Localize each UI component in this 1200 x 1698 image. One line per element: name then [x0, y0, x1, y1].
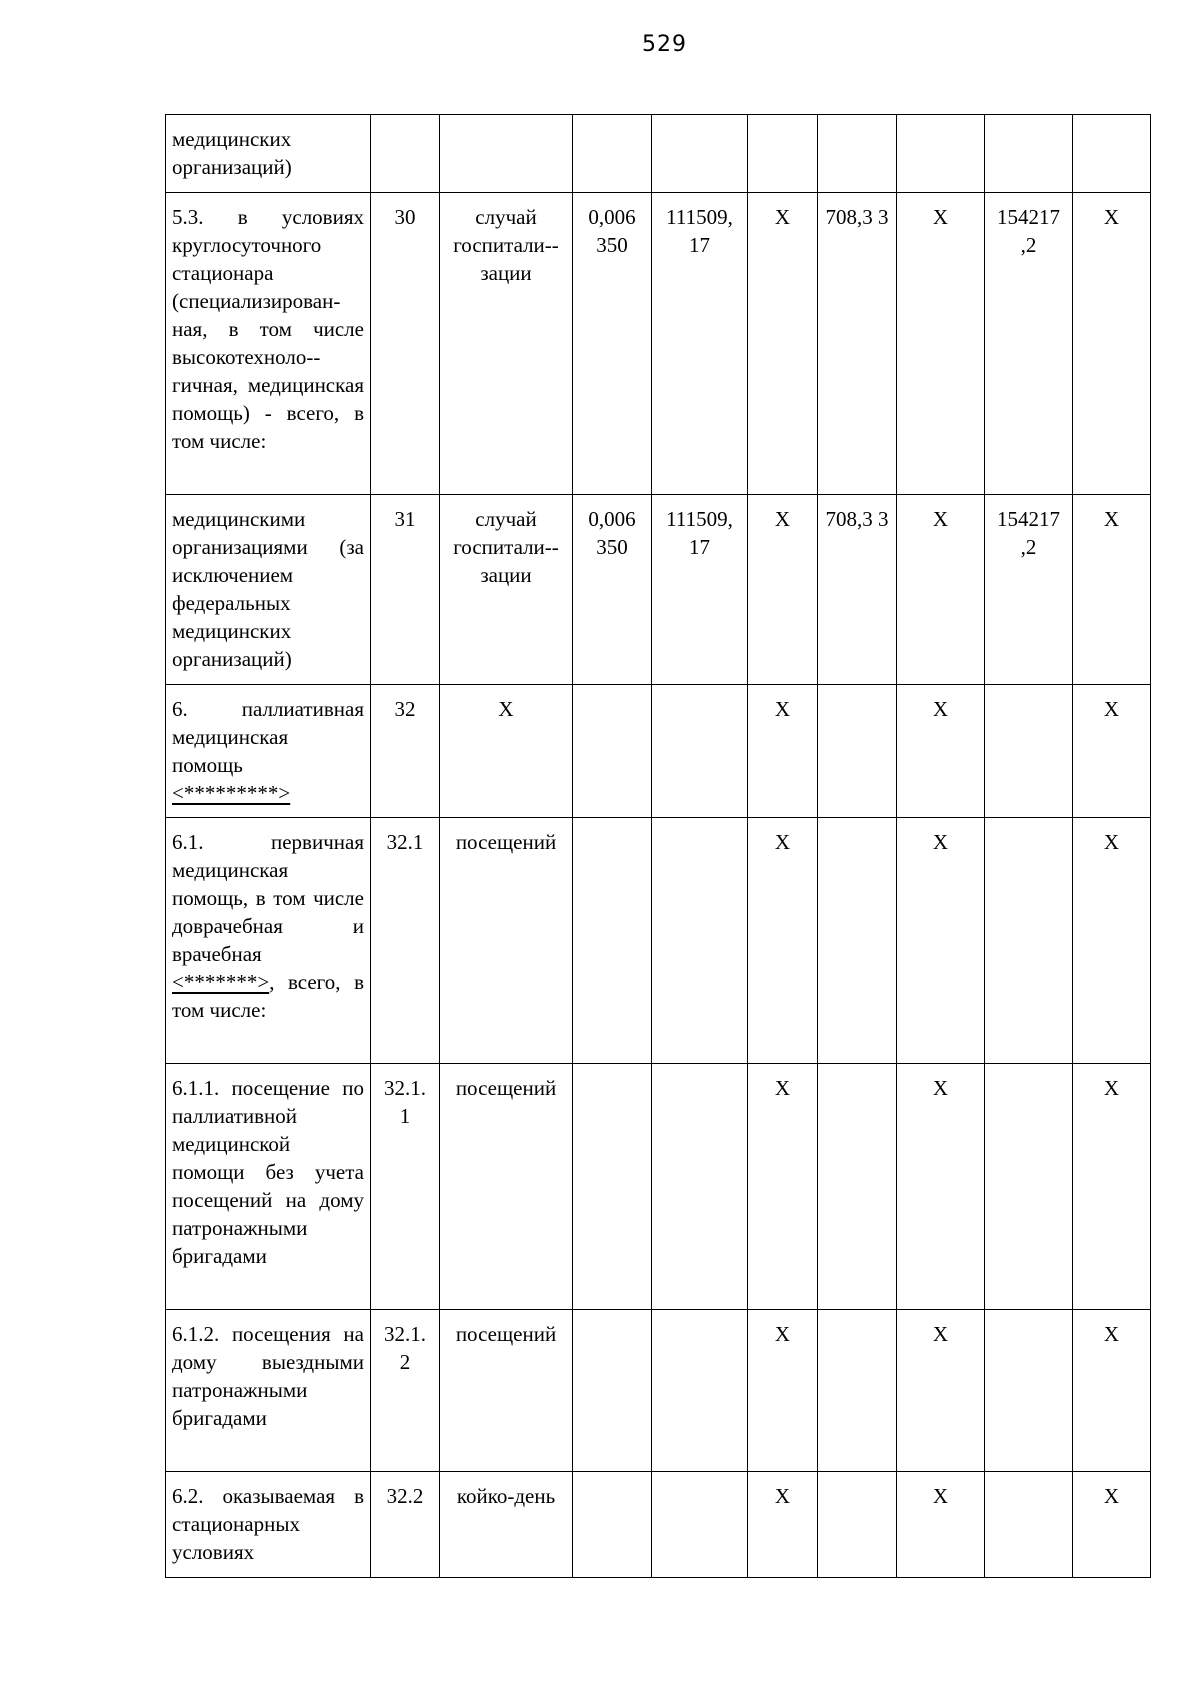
value-cell: 111509, 17	[652, 495, 748, 685]
value-cell: 154217 ,2	[985, 193, 1073, 495]
unit-cell: X	[440, 685, 573, 818]
value-cell	[818, 115, 897, 193]
row-name-cell: 6.1.2. посещения на дому выездными патронажными бригадами	[166, 1310, 371, 1472]
x-cell: X	[1073, 1310, 1151, 1472]
x-cell: X	[748, 685, 818, 818]
value-cell	[985, 818, 1073, 1064]
row-number-cell: 32.1. 1	[371, 1064, 440, 1310]
table-row	[166, 685, 1151, 818]
value-cell	[573, 685, 652, 818]
x-cell	[1073, 115, 1151, 193]
unit-cell: посещений	[440, 1064, 573, 1310]
x-cell: X	[897, 818, 985, 1064]
value-cell	[818, 1310, 897, 1472]
row-name-cell: 5.3. в условиях круглосуточного стационара (специализированная, в том числе высокотехноло-гичная, медицинская помощь) - всего, в том числе:	[166, 193, 371, 495]
x-cell: X	[897, 193, 985, 495]
x-cell: X	[1073, 1472, 1151, 1578]
value-cell	[652, 115, 748, 193]
table-row	[166, 115, 1151, 193]
value-cell	[652, 1310, 748, 1472]
unit-cell: койко-день	[440, 1472, 573, 1578]
table-row	[166, 495, 1151, 685]
x-cell: X	[1073, 495, 1151, 685]
value-cell: 708,3 3	[818, 193, 897, 495]
value-cell	[985, 115, 1073, 193]
table-row	[166, 818, 1151, 1064]
x-cell: X	[897, 1310, 985, 1472]
x-cell: X	[748, 1472, 818, 1578]
table-row	[166, 193, 1151, 495]
x-cell: X	[1073, 193, 1151, 495]
unit-cell	[440, 115, 573, 193]
x-cell: X	[897, 1472, 985, 1578]
x-cell: X	[897, 1064, 985, 1310]
table-row	[166, 1064, 1151, 1310]
value-cell	[573, 1472, 652, 1578]
value-cell	[573, 818, 652, 1064]
unit-cell: посещений	[440, 818, 573, 1064]
x-cell: X	[1073, 685, 1151, 818]
row-number-cell	[371, 115, 440, 193]
table-row	[166, 1310, 1151, 1472]
x-cell: X	[748, 193, 818, 495]
row-name-cell: 6.1.1. посещение по паллиативной медицинской помощи без учета посещений на дому патронажными бригадами	[166, 1064, 371, 1310]
row-number-cell: 30	[371, 193, 440, 495]
x-cell: X	[748, 818, 818, 1064]
value-cell	[818, 685, 897, 818]
unit-cell: посещений	[440, 1310, 573, 1472]
value-cell	[985, 685, 1073, 818]
row-name-text: 6.1. первичная медицинская помощь, в том числе доврачебная и врачебная	[172, 830, 364, 966]
value-cell: 154217 ,2	[985, 495, 1073, 685]
row-name-cell: медицинских организаций)	[166, 115, 371, 193]
value-cell: 0,006 350	[573, 193, 652, 495]
row-name-cell	[166, 818, 371, 1064]
value-cell	[652, 1064, 748, 1310]
footnote-reference: <*********>	[172, 781, 291, 805]
table-row	[166, 1472, 1151, 1578]
x-cell: X	[748, 1310, 818, 1472]
row-number-cell: 32.1. 2	[371, 1310, 440, 1472]
value-cell	[573, 1310, 652, 1472]
unit-cell: случай госпитали-зации	[440, 193, 573, 495]
data-table	[165, 114, 1151, 1578]
row-name-suffix: , всего, в том числе:	[172, 970, 364, 1022]
x-cell: X	[748, 1064, 818, 1310]
unit-cell: случай госпитали-зации	[440, 495, 573, 685]
row-number-cell: 32	[371, 685, 440, 818]
row-name-cell: 6.2. оказываемая в стационарных условиях	[166, 1472, 371, 1578]
row-number-cell: 32.1	[371, 818, 440, 1064]
value-cell: 708,3 3	[818, 495, 897, 685]
value-cell	[985, 1472, 1073, 1578]
value-cell	[818, 818, 897, 1064]
x-cell	[748, 115, 818, 193]
value-cell	[985, 1064, 1073, 1310]
value-cell	[652, 1472, 748, 1578]
x-cell: X	[1073, 818, 1151, 1064]
value-cell	[652, 685, 748, 818]
row-name-text: 6. паллиативная медицинская помощь	[172, 697, 364, 777]
row-number-cell: 31	[371, 495, 440, 685]
row-name-cell	[166, 685, 371, 818]
value-cell	[818, 1064, 897, 1310]
x-cell	[897, 115, 985, 193]
row-name-cell: медицинскими организациями (за исключением федеральных медицинских организаций)	[166, 495, 371, 685]
x-cell: X	[1073, 1064, 1151, 1310]
value-cell: 0,006 350	[573, 495, 652, 685]
row-number-cell: 32.2	[371, 1472, 440, 1578]
value-cell	[652, 818, 748, 1064]
value-cell	[985, 1310, 1073, 1472]
x-cell: X	[897, 685, 985, 818]
value-cell	[573, 115, 652, 193]
page-number: 529	[642, 32, 687, 57]
value-cell	[818, 1472, 897, 1578]
footnote-reference: <*******>	[172, 970, 270, 994]
value-cell: 111509, 17	[652, 193, 748, 495]
x-cell: X	[897, 495, 985, 685]
x-cell: X	[748, 495, 818, 685]
value-cell	[573, 1064, 652, 1310]
